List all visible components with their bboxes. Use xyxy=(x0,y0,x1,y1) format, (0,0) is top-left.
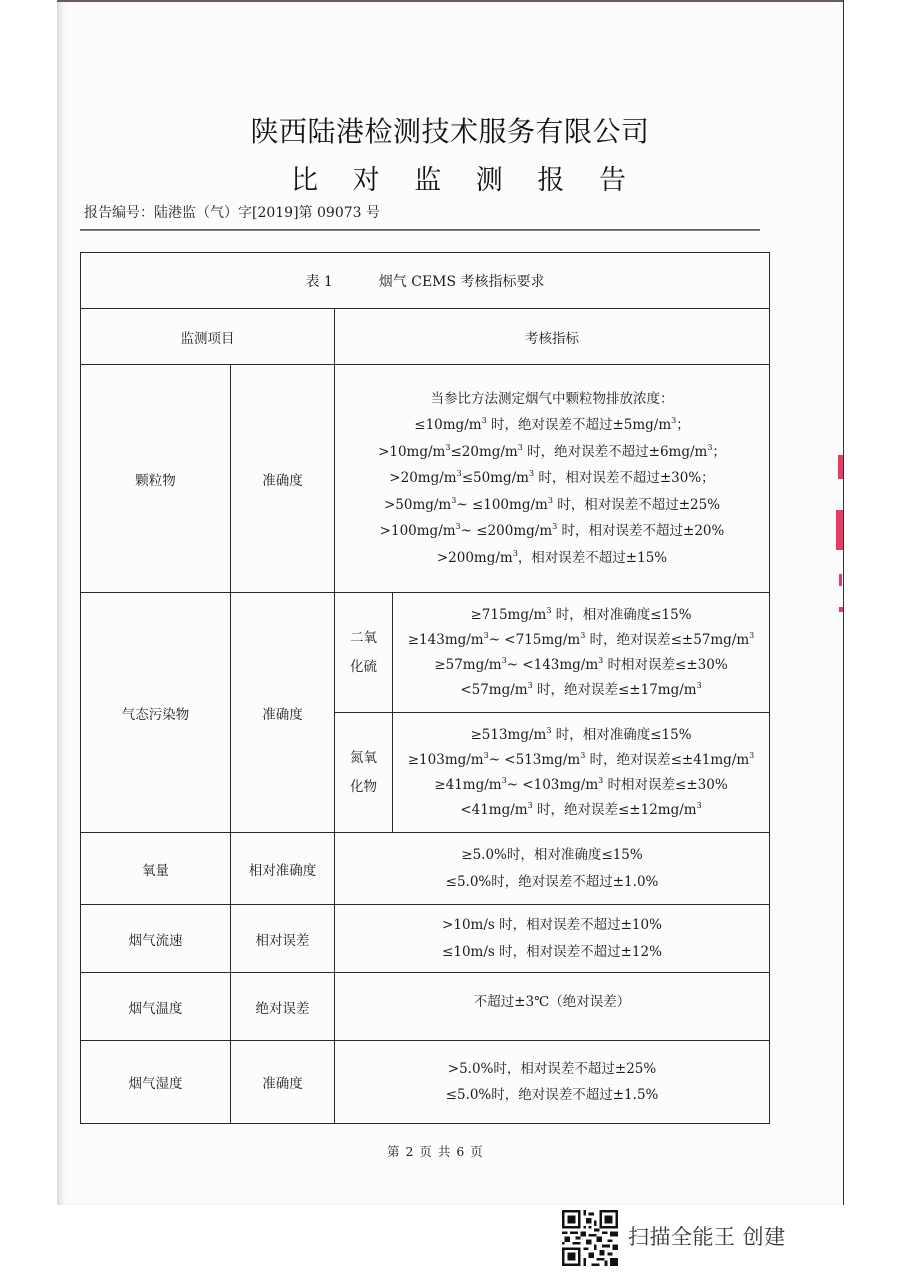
criteria-cell xyxy=(335,833,770,905)
table-row-humidity xyxy=(81,1041,770,1124)
metric-cell: 相对误差 xyxy=(231,905,335,973)
company-name: 陕西陆港检测技术服务有限公司 xyxy=(250,115,650,148)
header-monitoring-item: 监测项目 xyxy=(81,309,335,365)
header-divider xyxy=(80,229,760,231)
table-row-particulate xyxy=(81,365,770,593)
criteria-line: $\le 10mg/m^3$ 时，绝对误差不超过$\pm 5mg/m^3$； xyxy=(414,416,690,434)
criteria-cell xyxy=(335,905,770,973)
criteria-cell xyxy=(335,365,770,593)
report-title: 比 对 监 测 报 告 xyxy=(291,165,639,196)
criteria-line: 不超过±3℃（绝对误差） xyxy=(473,994,631,1011)
table-caption xyxy=(81,253,770,309)
metric-cell: 准确度 xyxy=(231,365,335,593)
criteria-cell-so2 xyxy=(393,593,770,713)
criteria-line: ≤5.0%时，绝对误差不超过±1.5% xyxy=(445,1087,659,1103)
table-row-oxygen xyxy=(81,833,770,905)
criteria-line: ≥5.0%时，相对准确度≤15% xyxy=(461,847,643,863)
criteria-line: 当参比方法测定烟气中颗粒物排放浓度： xyxy=(430,390,674,407)
criteria-line: $>100mg/m^3\sim \le 200mg/m^3$ 时，相对误差不超过±20% xyxy=(379,522,725,540)
table-row-temperature xyxy=(81,973,770,1041)
criteria-line: >10m/s 时，相对误差不超过±10% xyxy=(442,917,662,933)
criteria-line: $>200mg/m^3$，相对误差不超过±15% xyxy=(436,548,668,566)
criteria-line: $\ge 103mg/m^3\sim <513mg/m^3$ 时，绝对误差$\le\pm 41mg/m^3$ xyxy=(407,750,755,768)
page-indicator: 第 2 页 共 6 页 xyxy=(387,1144,483,1159)
table-title: 烟气 CEMS 考核指标要求 xyxy=(378,273,545,290)
item-cell: 颗粒物 xyxy=(81,365,231,593)
sub-item-nox: 氮氧 化物 xyxy=(335,713,393,833)
table-number: 表 1 xyxy=(305,273,333,290)
criteria-line: $>10mg/m^3\le 20mg/m^3$ 时，绝对误差不超过$\pm 6mg/m^3$； xyxy=(378,442,726,460)
report-number xyxy=(84,202,380,222)
criteria-line: $\ge 143mg/m^3\sim <715mg/m^3$ 时，绝对误差$\le\pm 57mg/m^3$ xyxy=(407,630,755,648)
item-cell: 烟气流速 xyxy=(81,905,231,973)
metric-cell: 准确度 xyxy=(231,593,335,833)
page-top-edge xyxy=(57,0,843,2)
metric-cell: 绝对误差 xyxy=(231,973,335,1041)
sub-item-so2: 二氧 化硫 xyxy=(335,593,393,713)
metric-cell: 准确度 xyxy=(231,1041,335,1124)
metric-cell: 相对准确度 xyxy=(231,833,335,905)
criteria-line: ≤5.0%时，绝对误差不超过±1.0% xyxy=(445,873,659,890)
header-criteria: 考核指标 xyxy=(335,309,770,365)
criteria-cell xyxy=(335,1041,770,1124)
criteria-line: $\ge 513mg/m^3$ 时，相对准确度≤15% xyxy=(470,725,692,743)
item-cell: 烟气温度 xyxy=(81,973,231,1041)
criteria-line: $<57mg/m^3$ 时，绝对误差$\le\pm 17mg/m^3$ xyxy=(460,680,702,698)
table-row-gaseous-so2 xyxy=(81,593,770,713)
report-number-label: 报告编号： xyxy=(84,205,154,221)
cems-criteria-table xyxy=(80,252,770,1124)
criteria-line: $\ge 41mg/m^3\sim <103mg/m^3$ 时相对误差≤±30% xyxy=(434,775,728,793)
criteria-line: >5.0%时，相对误差不超过±25% xyxy=(447,1060,657,1077)
item-cell: 气态污染物 xyxy=(81,593,231,833)
criteria-cell xyxy=(335,973,770,1041)
criteria-line: $>50mg/m^3\sim \le 100mg/m^3$ 时，相对误差不超过±25% xyxy=(383,495,721,513)
criteria-line: $\ge 715mg/m^3$ 时，相对准确度≤15% xyxy=(470,605,692,623)
criteria-cell-nox xyxy=(393,713,770,833)
qr-code-icon xyxy=(562,1210,618,1266)
criteria-line: ≤10m/s 时，相对误差不超过±12% xyxy=(442,943,662,960)
table-row-flow-velocity xyxy=(81,905,770,973)
item-cell: 氧量 xyxy=(81,833,231,905)
item-cell: 烟气湿度 xyxy=(81,1041,231,1124)
criteria-line: $\ge 57mg/m^3\sim <143mg/m^3$ 时相对误差≤±30% xyxy=(434,655,728,673)
scanner-watermark: 扫描全能王 创建 xyxy=(628,1225,786,1249)
report-number-value: 陆港监（气）字[2019]第 09073 号 xyxy=(154,205,380,221)
criteria-line: $<41mg/m^3$ 时，绝对误差$\le\pm 12mg/m^3$ xyxy=(460,800,702,818)
criteria-line: $>20mg/m^3\le 50mg/m^3$ 时，相对误差不超过±30%； xyxy=(389,469,715,487)
